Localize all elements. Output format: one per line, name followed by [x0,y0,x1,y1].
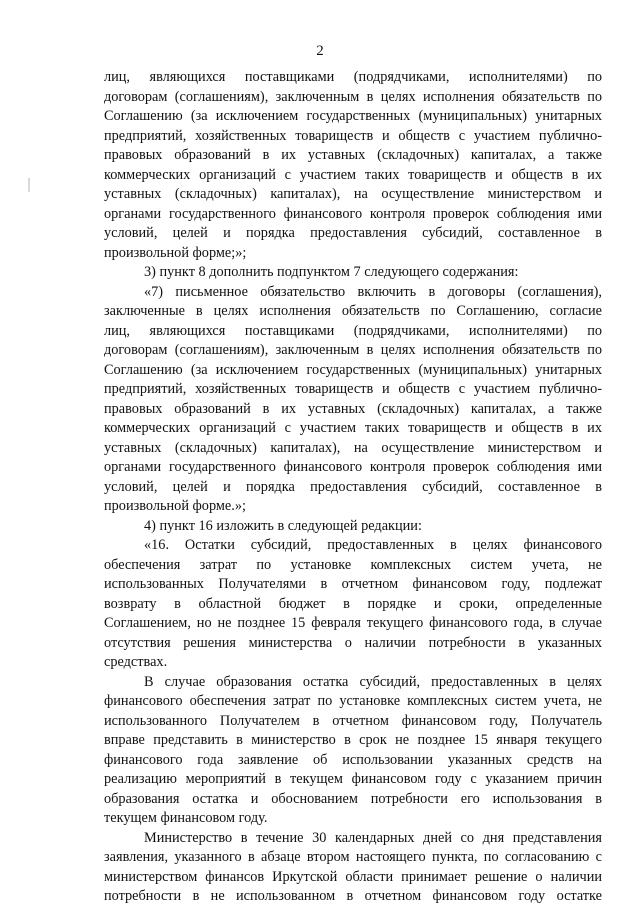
text-line: 4) пункт 16 изложить в следующей редакции: [144,517,422,534]
text-line: отсутствия решения министерства о наличии потребности в указанных [104,634,602,651]
text-line: условий, целей и порядка предоставления субсидий, составленное в [104,225,602,241]
text-line: произвольной форме;»; [104,244,247,261]
text-line: коммерческих организаций с участием таких товариществ и обществ в их [104,166,602,183]
page-number: 2 [316,43,324,59]
text-line: образования остатка и обоснованием потребности его использования в [104,790,602,807]
text-line: Соглашением, но не позднее 15 февраля текущего финансового года, в случае [104,615,602,631]
text-line: Соглашению (за исключением государственных (муниципальных) унитарных [104,361,602,378]
text-line: правовых образований в их уставных (складочных) капиталах, а также [104,400,602,417]
text-line: уставных (складочных) капиталах), на осуществление министерством и [104,439,602,456]
text-line: договорам (соглашениям), заключенным в целях исполнения обязательств по [104,88,602,105]
text-line: органами государственного финансового контроля проверок соблюдения ими [104,459,602,475]
text-line: текущем финансовом году. [104,810,268,826]
document-body [104,68,602,907]
text-line: вправе представить в министерство в срок не позднее 15 января текущего [104,732,602,748]
text-line: «16. Остатки субсидий, предоставленных в целях финансового [144,537,602,553]
text-line: финансового обеспечения затрат по установке комплексных систем учета, не [104,693,602,709]
text-line: использованного Получателем в отчетном финансовом году, Получатель [104,712,602,729]
text-line: правовых образований в их уставных (складочных) капиталах, а также [104,147,602,163]
scan-margin-mark [28,178,30,192]
text-line: договорам (соглашениям), заключенным в целях исполнения обязательств по [104,342,602,358]
text-line: органами государственного финансового контроля проверок соблюдения ими [104,205,602,222]
text-line: уставных (складочных) капиталах), на осуществление министерством и [104,186,602,202]
text-line: предприятий, хозяйственных товариществ и обществ с участием публично- [104,127,602,144]
text-line: 3) пункт 8 дополнить подпунктом 7 следующего содержания: [144,264,519,280]
text-line: обеспечения затрат по установке комплексных систем учета, не [104,556,602,573]
text-line: заявления, указанного в абзаце втором настоящего пункта, по согласованию с [104,849,602,865]
text-line: министерством финансов Иркутской области принимает решение о наличии [104,868,602,885]
text-line: предприятий, хозяйственных товариществ и обществ с участием публично- [104,381,602,397]
text-line: реализацию мероприятий в текущем финансовом году с указанием причин [104,771,602,787]
text-line: потребности в не использованном в отчетном финансовом году остатке [104,888,602,904]
text-line: «7) письменное обязательство включить в договоры (соглашения), [144,283,602,300]
text-line: лиц, являющихся поставщиками (подрядчиками, исполнителями) по [104,69,602,85]
text-line: условий, целей и порядка предоставления субсидий, составленное в [104,478,602,495]
text-line: В случае образования остатка субсидий, предоставленных в целях [144,673,602,690]
text-line: использованных Получателями в отчетном финансовом году, подлежат [104,576,602,592]
text-line: средствах. [104,654,168,670]
text-line: финансового года заявление об использовании указанных средств на [104,751,602,768]
text-line: лиц, являющихся поставщиками (подрядчиками, исполнителями) по [104,322,602,339]
text-line: коммерческих организаций с участием таких товариществ и обществ в их [104,420,602,436]
text-line: Министерство в течение 30 календарных дней со дня представления [144,829,602,846]
text-line: Соглашению (за исключением государственных (муниципальных) унитарных [104,108,602,124]
text-line: возврату в областной бюджет в порядке и сроки, определенные [104,595,602,612]
text-line: заключенные в целях исполнения обязательств по Соглашению, согласие [104,303,602,319]
text-line: произвольной форме.»; [104,498,246,514]
